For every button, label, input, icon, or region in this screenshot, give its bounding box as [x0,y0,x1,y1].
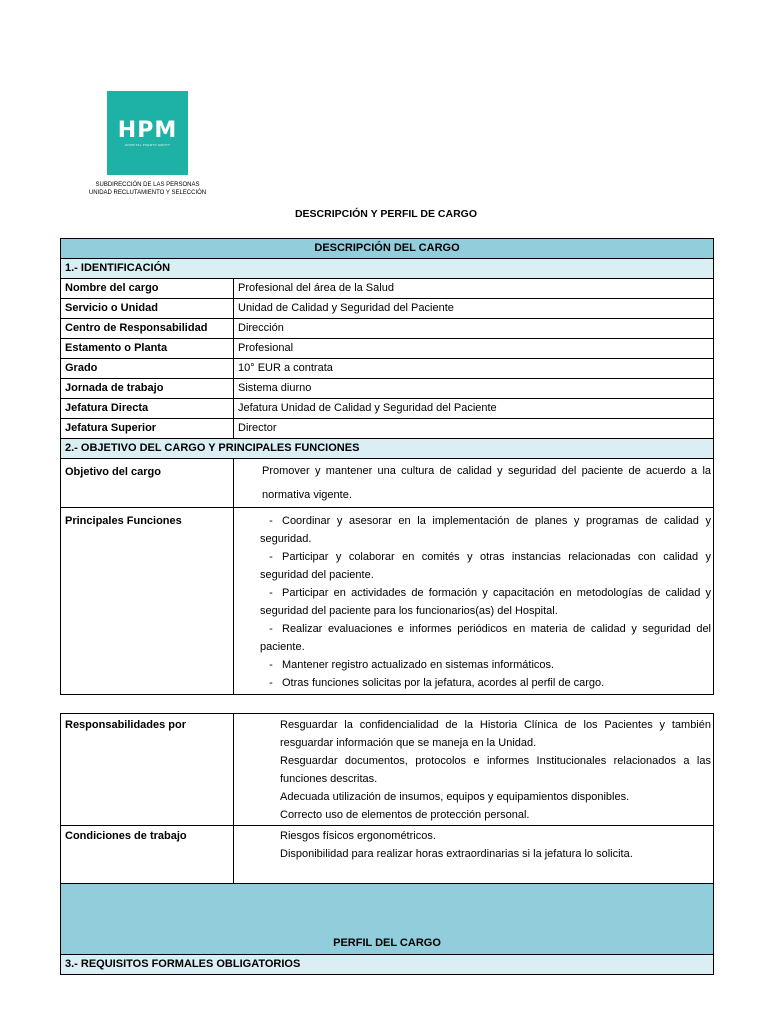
row-value: Director [234,419,714,439]
descripcion-table [60,238,714,695]
hospital-logo [107,91,188,175]
descripcion-band: DESCRIPCIÓN DEL CARGO [61,239,714,259]
row-label: Servicio o Unidad [61,299,234,319]
unit-line-2: UNIDAD RECLUTAMIENTO Y SELECCIÓN [88,190,207,196]
funciones-list [234,508,714,695]
row-value: 10° EUR a contrata [234,359,714,379]
row-label: Grado [61,359,234,379]
logo-mark: HPM [117,117,178,143]
row-label: Jefatura Directa [61,399,234,419]
list-item: Disponibilidad para realizar horas extraordinarias si la jefatura lo solicita. [280,848,633,860]
funciones-label: Principales Funciones [61,508,234,695]
list-item: - Mantener registro actualizado en sistemas informáticos. [269,659,555,671]
section-objetivo: 2.- OBJETIVO DEL CARGO Y PRINCIPALES FUNCIONES [61,439,714,459]
unit-caption [60,181,235,197]
list-item: Resguardar la confidencialidad de la Historia Clínica de los Pacientes y también resguardar información que se maneja en la Unidad. [280,719,711,749]
list-item: - Coordinar y asesorar en la implementación de planes y programas de calidad y seguridad. [260,515,712,545]
row-label: Centro de Responsabilidad [61,319,234,339]
responsabilidades-label: Responsabilidades por [61,714,234,826]
row-label: Jefatura Superior [61,419,234,439]
list-item: - Participar en actividades de formación y capacitación en metodologías de calidad y seguridad del paciente para los funcionarios(as) del Hospital. [260,587,712,617]
row-label: Jornada de trabajo [61,379,234,399]
row-value: Profesional del área de la Salud [234,279,714,299]
list-item: Adecuada utilización de insumos, equipos y equipamientos disponibles. [280,791,630,803]
condiciones-list [234,826,714,884]
list-item: Resguardar documentos, protocolos e informes Institucionales relacionados a las funciones descritas. [280,755,711,785]
objetivo-label: Objetivo del cargo [61,459,234,508]
perfil-table [60,713,714,975]
row-value: Unidad de Calidad y Seguridad del Paciente [234,299,714,319]
list-item: - Realizar evaluaciones e informes periódicos en materia de calidad y seguridad del paciente. [260,623,712,653]
section-requisitos: 3.- REQUISITOS FORMALES OBLIGATORIOS [61,955,714,975]
unit-line-1: SUBDIRECCIÓN DE LAS PERSONAS [95,182,200,188]
row-label: Estamento o Planta [61,339,234,359]
logo-subtext: HOSPITAL PUERTO MONTT [124,142,171,147]
list-item: - Otras funciones solicitas por la jefatura, acordes al perfil de cargo. [269,677,605,689]
section-identificacion: 1.- IDENTIFICACIÓN [61,259,714,279]
row-value: Profesional [234,339,714,359]
list-item: - Participar y colaborar en comités y otras instancias relacionadas con calidad y seguridad del paciente. [260,551,712,581]
row-label: Nombre del cargo [61,279,234,299]
row-value: Dirección [234,319,714,339]
list-item: Riesgos físicos ergonométricos. [280,830,436,842]
objetivo-text: Promover y mantener una cultura de calidad y seguridad del paciente de acuerdo a la normativa vigente. [234,459,714,508]
perfil-band: PERFIL DEL CARGO [61,884,714,955]
row-value: Jefatura Unidad de Calidad y Seguridad del Paciente [234,399,714,419]
row-value: Sistema diurno [234,379,714,399]
responsabilidades-list [234,714,714,826]
list-item: Correcto uso de elementos de protección personal. [280,809,530,821]
document-title: DESCRIPCIÓN Y PERFIL DE CARGO [294,208,478,220]
condiciones-label: Condiciones de trabajo [61,826,234,884]
